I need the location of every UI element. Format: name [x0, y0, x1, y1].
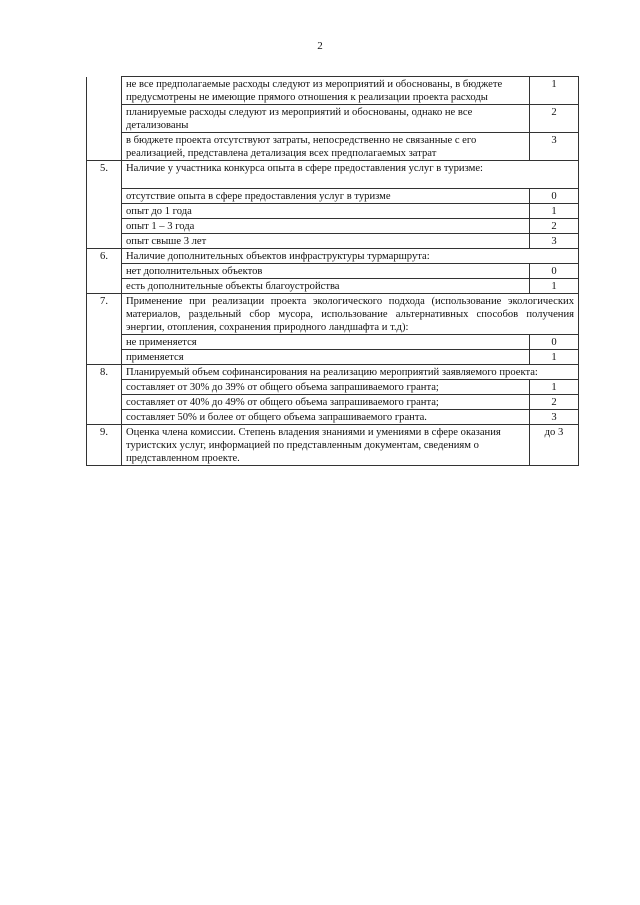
table-row [87, 425, 579, 466]
option-score: 1 [530, 279, 579, 294]
option-score: 0 [530, 335, 579, 350]
option-text: нет дополнительных объектов [122, 264, 530, 279]
table-row [87, 294, 579, 335]
table-row [87, 161, 579, 189]
option-text: опыт 1 – 3 года [122, 219, 530, 234]
criterion-title: Наличие у участника конкурса опыта в сфере предоставления услуг в туризме: [122, 161, 579, 189]
criterion-title: Наличие дополнительных объектов инфраструктуры турмаршрута: [122, 249, 579, 264]
table-row [87, 204, 579, 219]
table-row [87, 105, 579, 133]
option-text: составляет от 40% до 49% от общего объема запрашиваемого гранта; [122, 395, 530, 410]
criterion-number-cell [87, 77, 122, 105]
option-score: 1 [530, 380, 579, 395]
table-row [87, 395, 579, 410]
table-row [87, 350, 579, 365]
option-text: опыт до 1 года [122, 204, 530, 219]
option-text: составляет от 30% до 39% от общего объема запрашиваемого гранта; [122, 380, 530, 395]
table-row [87, 133, 579, 161]
criterion-number: 6. [87, 249, 122, 264]
criterion-title: Планируемый объем софинансирования на реализацию мероприятий заявляемого проекта: [122, 365, 579, 380]
table-row [87, 264, 579, 279]
table-row [87, 279, 579, 294]
table-row [87, 77, 579, 105]
table-row [87, 410, 579, 425]
criterion-number-cell [87, 105, 122, 133]
option-score: 1 [530, 350, 579, 365]
option-score: 3 [530, 234, 579, 249]
option-score: 0 [530, 264, 579, 279]
criterion-number: 7. [87, 294, 122, 335]
option-text: в бюджете проекта отсутствуют затраты, непосредственно не связанные с его реализацией, представлена детализация всех предполагаемых затрат [122, 133, 530, 161]
option-text: применяется [122, 350, 530, 365]
table-row [87, 365, 579, 380]
option-text: планируемые расходы следуют из мероприятий и обоснованы, однако не все детализованы [122, 105, 530, 133]
table-row [87, 380, 579, 395]
option-score: 3 [530, 133, 579, 161]
option-text: отсутствие опыта в сфере предоставления услуг в туризме [122, 189, 530, 204]
table-row [87, 249, 579, 264]
table-row [87, 189, 579, 204]
criteria-table [86, 76, 579, 466]
option-score: 0 [530, 189, 579, 204]
option-score: 1 [530, 77, 579, 105]
criterion-number-cell [87, 133, 122, 161]
option-text: не все предполагаемые расходы следуют из мероприятий и обоснованы, в бюджете предусмотрены не имеющие прямого отношения к реализации проекта расходы [122, 77, 530, 105]
option-text: опыт свыше 3 лет [122, 234, 530, 249]
option-score: 2 [530, 219, 579, 234]
table-row [87, 335, 579, 350]
criterion-number: 5. [87, 161, 122, 189]
option-score: 2 [530, 395, 579, 410]
option-score: до 3 [530, 425, 579, 466]
table-row [87, 219, 579, 234]
criterion-number: 8. [87, 365, 122, 380]
page-number: 2 [317, 40, 323, 52]
criterion-title: Применение при реализации проекта экологического подхода (использование экологических материалов, раздельный сбор мусора, использование альтернативных способов получения энергии, отопления, сохранения природного ландшафта и т.д): [122, 294, 579, 335]
option-score: 1 [530, 204, 579, 219]
option-text: составляет 50% и более от общего объема запрашиваемого гранта. [122, 410, 530, 425]
option-score: 2 [530, 105, 579, 133]
criterion-number: 9. [87, 425, 122, 466]
option-text: не применяется [122, 335, 530, 350]
option-score: 3 [530, 410, 579, 425]
criterion-title: Оценка члена комиссии. Степень владения знаниями и умениями в сфере оказания туристских услуг, информацией по представленным документам, сведениям о представленном проекте. [122, 425, 530, 466]
option-text: есть дополнительные объекты благоустройства [122, 279, 530, 294]
table-row [87, 234, 579, 249]
